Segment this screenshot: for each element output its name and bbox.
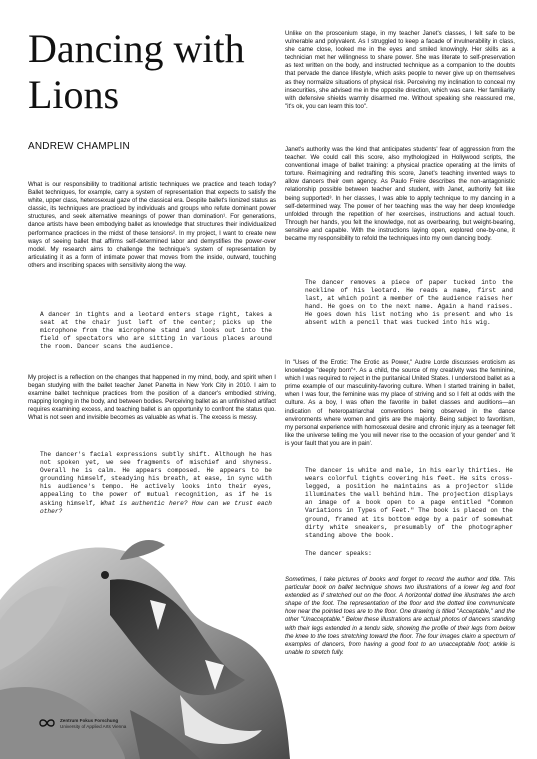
right-italic-monologue: Sometimes, I take pictures of books and forget to record the author and title. This particular book on ballet technique shows two illustrations of a lower leg and foot extended as if stretched out on the floor. A horizontal dotted line illustrates the arch shape of the foot. The representation of the floor and the dotted line communicate how near the pointed toes are to the floor. One drawing is titled "Acceptable," and the other "Unacceptable." Below these illustrations are actual photos of dancers standing with their legs extended in a tendu side, showing the profile of their legs from below the knee to the toes stretching toward the floor. The four images claim a spectrum of examples of dancers, from having a good foot to an unacceptable foot; ankle is unable to stretch fully. [285, 576, 515, 656]
left-stage-direction-1: A dancer in tights and a leotard enters stage right, takes a seat at the chair just left of the center; picks up the microphone from the microphone stand and looks out into the field of spectators who are sitting in various places around the room. Dancer scans the audience. [40, 311, 272, 351]
right-stage-direction-3: The dancer speaks: [305, 550, 372, 557]
right-paragraph-1: Unlike on the proscenium stage, in my teacher Janet's classes, I felt safe to be vulnerable and polyvalent. As I struggled to keep a facade of invulnerability in class, she came close, looked me in the eyes and smiled knowingly. Her skills as a technician met her willingness to share power. She was literate to self-preservation as text written on the body, and instructed technique as a companion to the doubts that pervade the dance lifestyle, which asks people to never give up on themselves as they normalize situations of physical risk. Perceiving my inclination to conceal my insecurities, she advised me in the opposite direction, which was care. Her familiarity with defensive shields warmly disarmed me. Without speaking she reassured me, "it's ok, you can learn this too". [285, 30, 515, 110]
left-paragraph-2: My project is a reflection on the changes that happened in my mind, body, and spirit when I began studying with the ballet teacher Janet Panetta in New York City in 2010. I aim to examine ballet technique practices from the position of a dancer's embodied striving, mapping longing in the body, and between bodies. Perceiving ballet as an unfinished artifact requires examining excess, and teaching ballet is an opportunity to confront the status quo. What is not seen and invisible becomes as valuable as what is. The excess is messy. [28, 374, 276, 422]
logo-line-1: Zentrum Fokus Forschung [60, 718, 119, 723]
title-line-1: Dancing with [28, 26, 245, 71]
institution-logo-text [60, 718, 126, 730]
right-paragraph-3: In "Uses of the Erotic: The Erotic as Power," Audre Lorde discusses eroticism as knowledge "deeply born"⁴. As a child, the source of my creativity was the feminine, which I was required to reject in the puritanical United States. I understood ballet as a prime example of our masculinity-favoring culture. When I started training in ballet, when I was four, the feminine was my place of striving and so I felt at odds with the culture. As a boy, I was often the favorite in ballet classes and auditions—an indication of heteropatriarchal conventions being observed in the dance environments where women and girls are the majority. Being subject to favoritism, my personal experience with homosexual desire and chronic injury as a teenager felt like the universe telling me 'you will never rise to the occasion of your gender' and 'it is your fault that you are in pain'. [285, 359, 515, 447]
left-stage-direction-2 [40, 451, 272, 516]
logo-line-2: University of Applied Arts Vienna [60, 724, 127, 729]
left-paragraph-1: What is our responsibility to traditional artistic techniques we practice and teach today? Ballet techniques, for example, carry a system of representation that expects to satisfy the white, upper class, heterosexual gaze of the classical era. Despite ballet's lionized status as classic, its techniques are practiced by individuals and groups who refute dominant power structures, and seek alternative meanings of power than domination¹. For generations, dance artists have been embodying ballet as knowledge that structures their individualized performance practices in the midst of these tensions². In my project, I want to create new ways of seeing ballet that affirms self-determined labor and demystifies the power-over model. My research aims to challenge the technique's system of representation by articulating it as a form of intimate power that moves from the inside, outward, touching others and inscribing spaces with sensitivity along the way. [28, 181, 276, 269]
title-line-2: Lions [28, 72, 120, 117]
article-title [28, 26, 278, 118]
author-name: ANDREW CHAMPLIN [28, 141, 130, 152]
right-paragraph-2: Janet's authority was the kind that anticipates students' fear of aggression from the teacher. We could call this score, also mythologized in Hollywood scripts, the conventional image of ballet training: a physical practice operating at the limits of torture. Reimagining and redrafting this score, Janet's teaching invented ways to allow dancers their own agency. As Paulo Freire describes the non-antagonistic relationship possible between teacher and student, with Janet, authority felt like being supported³. In her classes, I was able to apply technique to my dancing in a self-determined way. The power of her teaching was the way her deep knowledge unfolded through the repetition of her exercises, instructions and actual touch. Through her hands, you felt the knowledge, not as overbearing, but weight-bearing, sensitive and capable. With the instructions laying open, explored one-by-one, it became my responsibility to refold the techniques into my own dancing body. [285, 146, 515, 243]
stage-direction-2-text: The dancer's facial expressions subtly shift. Although he has not spoken yet, we see fragments of mischief and shyness. Overall he is calm. He appears composed. He appears to be grounding himself, steadying his breath, at ease, in sync with his audience's tempo. He actively looks into their eyes, appealing to the power of mutual recognition, as if he is asking himself, [40, 451, 272, 507]
infinity-logo-icon [38, 718, 56, 728]
right-stage-direction-1: The dancer removes a piece of paper tucked into the neckline of his leotard. He reads a name, first and last, at which point a member of the audience raises her hand. He goes on to the next name. Again a hand raises. He goes down his list noting who is present and who is absent with a pencil that was tucked into his wig. [305, 279, 513, 327]
right-stage-direction-2: The dancer is white and male, in his early thirties. He wears colorful tights covering his feet. He sits cross-legged, a position he maintains as a projector slide illuminates the wall behind him. The projection displays an image of a book open to a page entitled "Common Variations in Types of Feet." The book is placed on the ground, framed at its bottom edge by a pair of somewhat dirty white sneakers, presumably of the photographer standing above the book. [305, 467, 513, 539]
stage-direction-2-italic: What is authentic here? How can we trust each other? [40, 499, 272, 515]
